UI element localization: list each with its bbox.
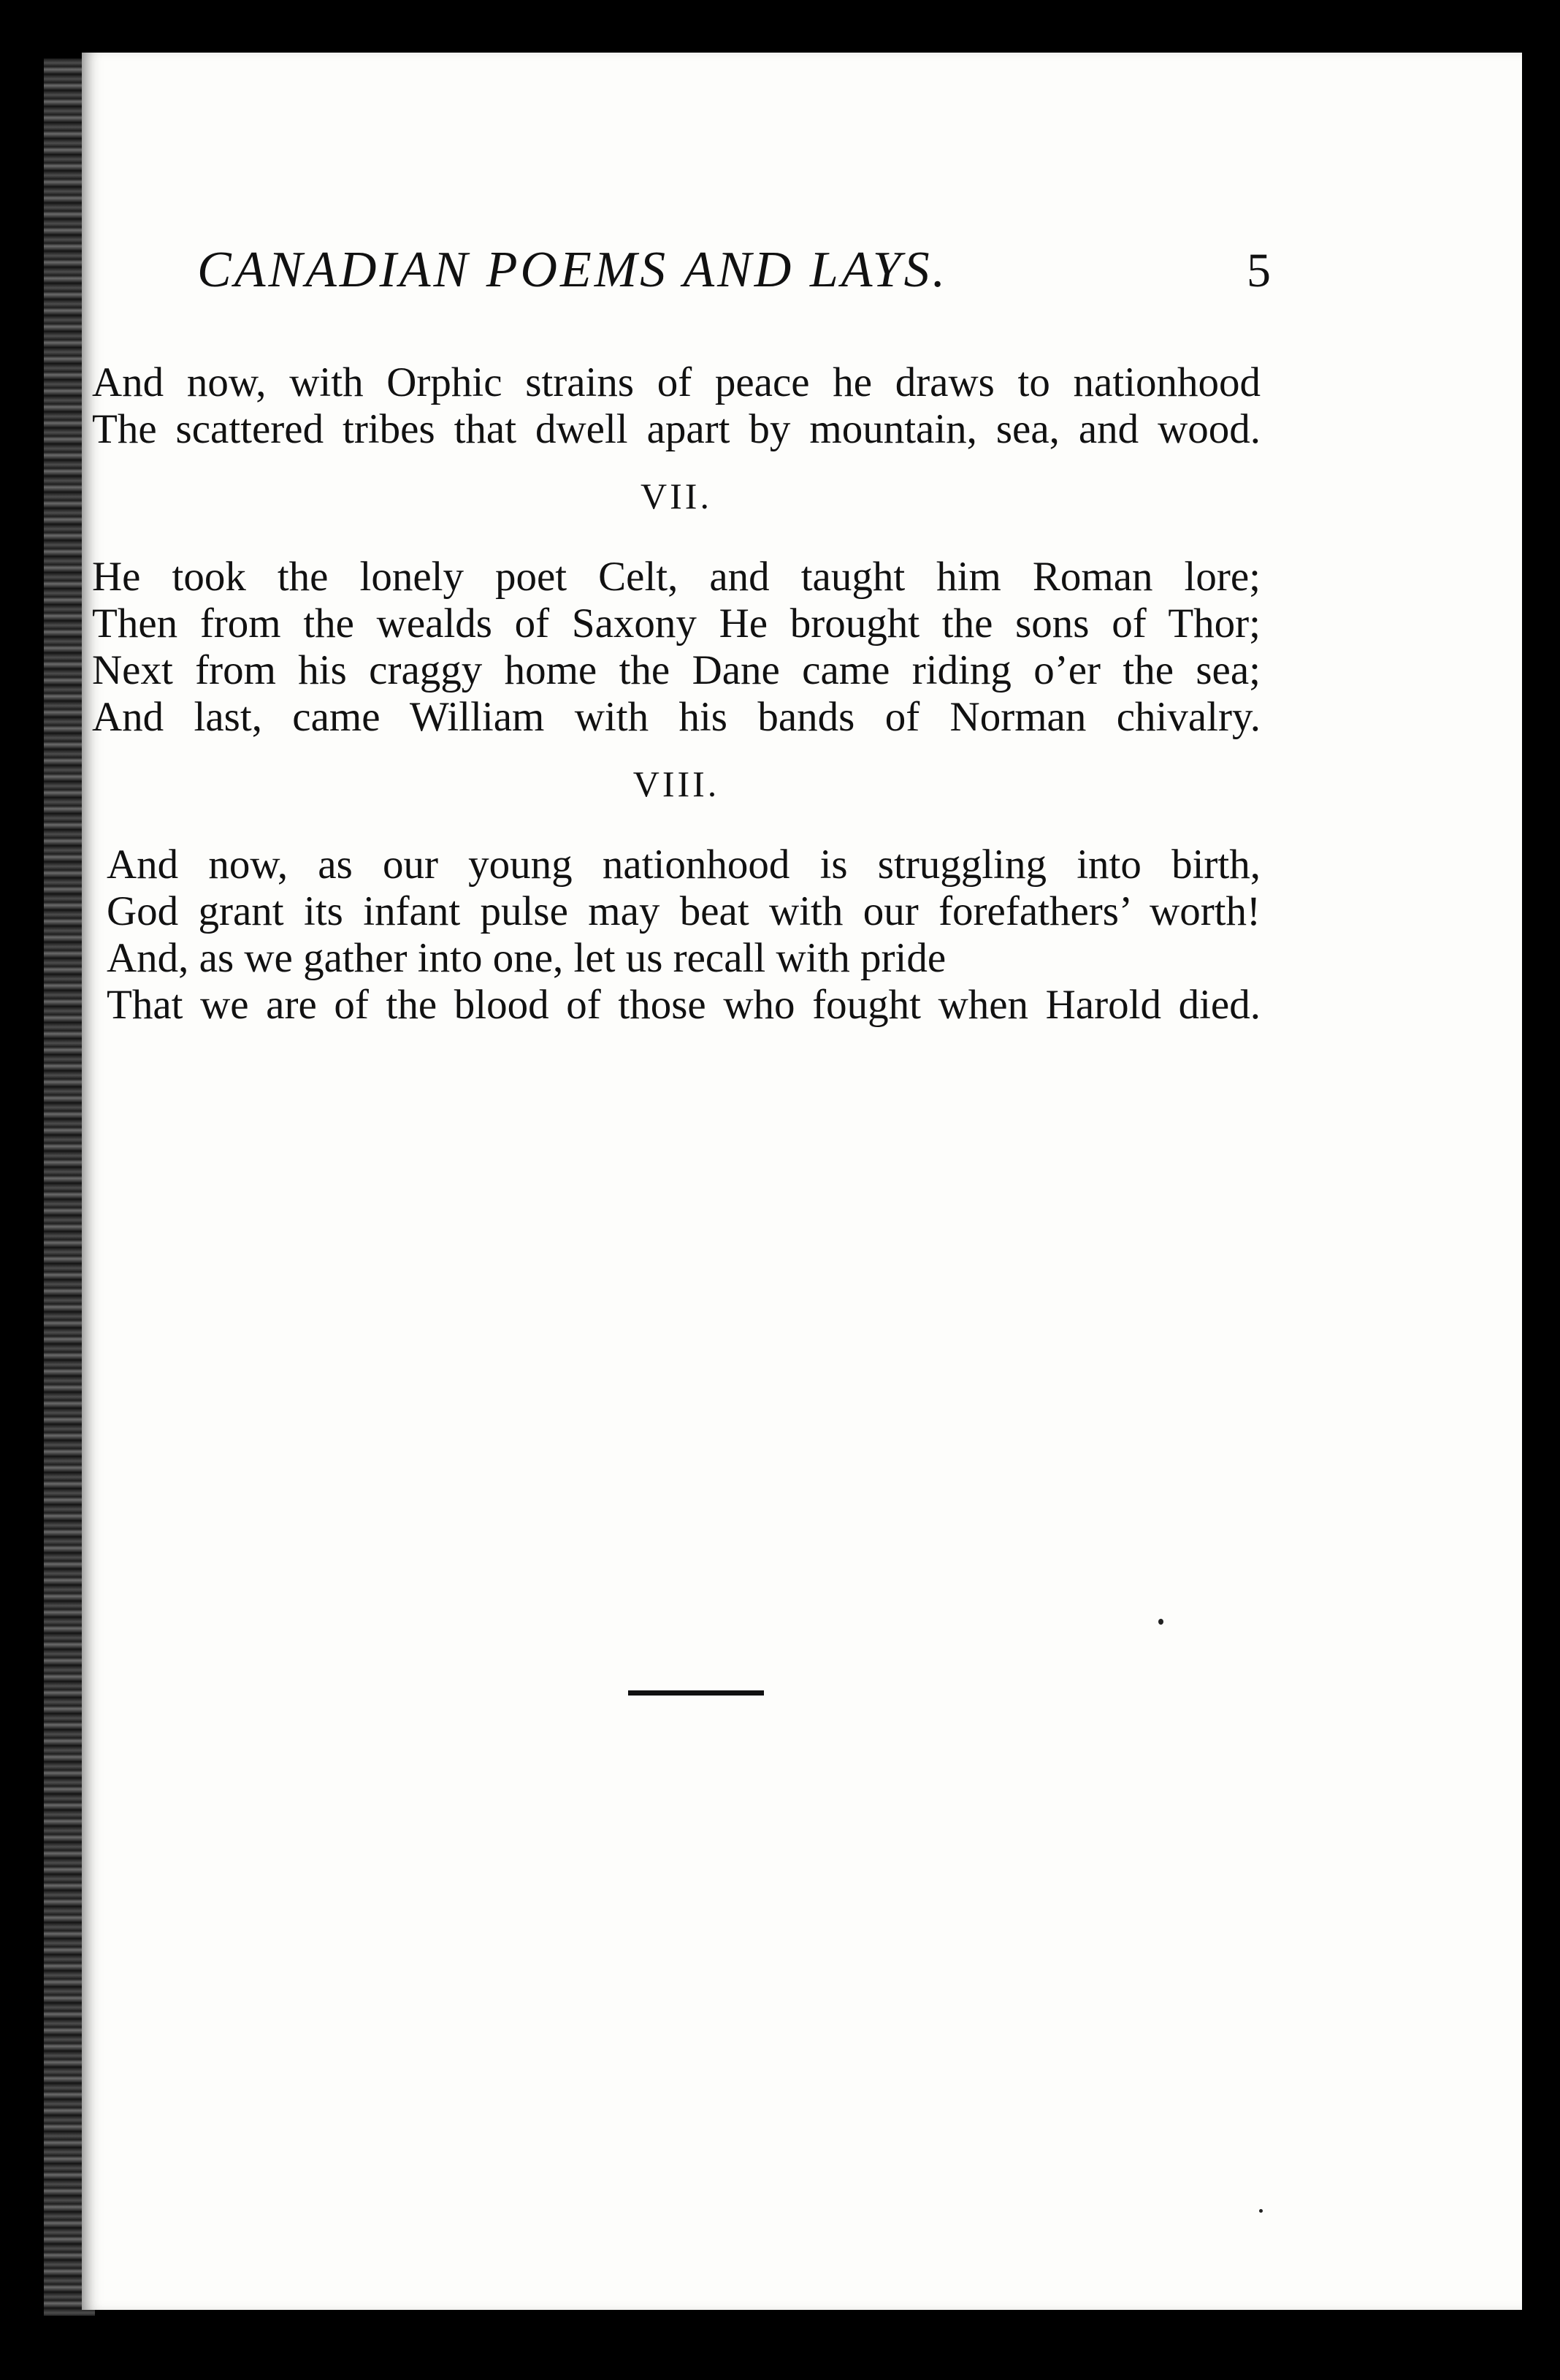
stanza-8: [92, 758, 1261, 1029]
poem-line: Then from the wealds of Saxony He brought the sons of Thor;: [92, 600, 1261, 647]
poem-line: The scattered tribes that dwell apart by mountain, sea, and wood.: [92, 406, 1261, 452]
stanza-numeral: VII.: [641, 476, 712, 516]
running-head-title: CANADIAN POEMS AND LAYS.: [197, 242, 949, 298]
poem-body: [92, 359, 1261, 1029]
poem-line: And now, with Orphic strains of peace he draws to nationhood: [92, 359, 1261, 405]
poem-line: And, as we gather into one, let us recall with pride: [107, 935, 947, 981]
stanza-6-continued: [92, 359, 1261, 453]
ink-speck: [1259, 2209, 1263, 2213]
stanza-numeral: VIII.: [632, 763, 720, 804]
poem-line: And now, as our young nationhood is struggling into birth,: [107, 842, 1261, 888]
page-number: 5: [1247, 244, 1271, 297]
poem-line: God grant its infant pulse may beat with our forefathers’ worth!: [107, 888, 1261, 934]
poem-line: That we are of the blood of those who fought when Harold died.: [107, 982, 1261, 1028]
ink-speck: [1158, 1619, 1163, 1625]
stanza-7: [92, 470, 1261, 741]
poem-line: And last, came William with his bands of Norman chivalry.: [92, 694, 1261, 740]
poem-line: Next from his craggy home the Dane came riding o’er the sea;: [92, 647, 1261, 693]
poem-line: He took the lonely poet Celt, and taught him Roman lore;: [92, 554, 1261, 600]
running-head: [197, 241, 1271, 314]
end-rule: [628, 1690, 764, 1696]
